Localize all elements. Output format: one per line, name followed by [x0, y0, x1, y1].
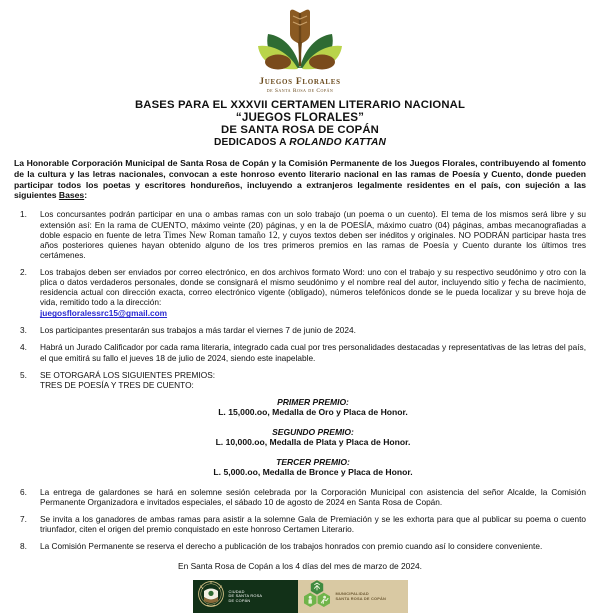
logo-subtitle: de Santa Rosa de Copán [266, 87, 334, 94]
prize-third [40, 457, 586, 478]
list-item-8 [14, 541, 586, 551]
prize-second [40, 427, 586, 448]
title-line-2: “JUEGOS FLORALES” [235, 110, 365, 124]
header-logo-block [14, 4, 586, 94]
prize-third-label: TERCER PREMIO: [276, 456, 350, 467]
item-number-7: 7. [20, 514, 27, 525]
list-item-2 [14, 267, 586, 318]
prizes-block [40, 397, 586, 478]
juegos-florales-emblem-icon [246, 8, 354, 76]
item-number-5: 5. [20, 369, 27, 380]
ciudad-line-1: CIUDAD [228, 588, 245, 594]
item-8-text: La Comisión Permanente se reserva el derecho a publicación de los trabajos honrados con premio cuando así lo considere conveniente. [40, 541, 543, 552]
prize-first-label: PRIMER PREMIO: [277, 396, 349, 407]
item-2-text: Los trabajos deben ser enviados por correo electrónico, en dos archivos formato Word: uno con el trabajo y su respectivo seudónimo y otro con la plica o datos verdaderos personales, donde se consignará el mismo seudónimo y el nombre real del autor, incluyendo sitio y fecha de nacimiento, residencia actual con dirección exacta, correo electrónico vigente (obligado), números telefónicos donde se le pueda localizar y su breve hoja de vida, remitido todo a la dirección: [40, 266, 586, 308]
item-5-text-b: TRES DE POESÍA Y TRES DE CUENTO: [40, 379, 194, 390]
item-4-text: Habrá un Jurado Calificador por cada rama literaria, integrado cada cual por tres personalidades destacadas y representativas de las letras del país, el que emitirá su fallo el jueves 18 de julio de 2024, siendo este inapelable. [40, 342, 586, 363]
dedication-name: ROLANDO KATTAN [289, 136, 386, 148]
footer-logos [14, 580, 586, 613]
ciudad-line-2: DE SANTA ROSA [228, 593, 263, 599]
list-item-5 [14, 370, 586, 478]
logo-title: Juegos Florales [259, 77, 341, 87]
prize-second-value: L. 10,000.oo, Medalla de Plata y Placa de Honor. [215, 437, 411, 448]
item-number-1: 1. [20, 209, 27, 220]
item-number-4: 4. [20, 342, 27, 353]
municipalidad-logo-text [336, 592, 387, 602]
municipalidad-santa-rosa-de-copan-logo [298, 580, 408, 613]
dedication-prefix: DEDICADOS A [214, 136, 290, 148]
item-3-text: Los participantes presentarán sus trabajos a más tardar el viernes 7 de junio de 2024. [40, 325, 356, 336]
item-number-8: 8. [20, 541, 27, 552]
bases-list [14, 209, 586, 551]
ciudad-de-santa-rosa-de-copan-logo [193, 580, 298, 613]
document-title [14, 99, 586, 149]
closing-statement: En Santa Rosa de Copán a los 4 días del mes de marzo de 2024. [178, 561, 422, 572]
intro-colon: : [84, 190, 88, 201]
list-item-7 [14, 514, 586, 534]
prize-third-value: L. 5,000.oo, Medalla de Bronce y Placa de Honor. [213, 467, 413, 478]
email-link[interactable]: juegosfloralessrc15@gmail.com [40, 308, 168, 319]
intro-text: La Honorable Corporación Municipal de Santa Rosa de Copán y la Comisión Permanente de los Juegos Florales, contribuyendo al fomento de la cultura y las letras nacionales, convocan a este honroso evento literario nacional en las ramas de Poesía y Cuento, donde pueden participar todos los poetas y escritores hondureños, incluyendo a extranjeros legalmente residentes en el país, con sujeción a las siguientes [14, 158, 586, 201]
list-item-6 [14, 487, 586, 507]
title-line-3: DE SANTA ROSA DE COPÁN [221, 124, 379, 137]
item-number-2: 2. [20, 266, 27, 277]
intro-bases-underlined: Bases [58, 190, 85, 201]
list-item-3 [14, 325, 586, 335]
title-line-1: BASES PARA EL XXXVII CERTAMEN LITERARIO NACIONAL [134, 99, 466, 112]
item-1-text-a: Los concursantes podrán participar en una o ambas ramas con un solo trabajo (un poema o un cuento). El tema de los mismos será libre y su extensión así: En la rama de CUENTO, máximo veinte (20) páginas, y en la de POESÍA, máximo cuatro (04) páginas, ambas mecanografiadas a doble espacio en fuente de letra [40, 209, 586, 240]
coat-of-arms-icon [197, 580, 225, 613]
item-5-text-a: SE OTORGARÁ LOS SIGUIENTES PREMIOS: [40, 369, 216, 380]
intro-paragraph [14, 158, 586, 200]
list-item-1 [14, 209, 586, 259]
logo-wordmark [14, 78, 586, 94]
municipalidad-line-1: MUNICIPALIDAD [335, 590, 369, 596]
title-dedication [14, 137, 586, 150]
ciudad-logo-text [229, 590, 263, 605]
hexagon-cluster-icon [302, 579, 332, 614]
item-number-3: 3. [20, 325, 27, 336]
item-6-text: La entrega de galardones se hará en solemne sesión celebrada por la Corporación Municipal con asistencia del señor Alcalde, la Comisión Permanente Organizadora e invitados especiales, el sábado 10 de agosto de 2024 en Santa Rosa de Copán. [40, 486, 586, 507]
item-7-text: Se invita a los ganadores de ambas ramas para asistir a la solemne Gala de Premiación y se les exhorta para que al publicar su poema o cuento triunfador, citen el origen del premio conquistado en este honroso Certamen Literario. [40, 514, 586, 535]
list-item-4 [14, 342, 586, 362]
prize-second-label: SEGUNDO PREMIO: [272, 426, 354, 437]
item-1-font-name: Times New Roman tamaño 12 [163, 229, 278, 240]
prize-first-value: L. 15,000.oo, Medalla de Oro y Placa de Honor. [218, 407, 408, 418]
item-1-text-b: , y cuyos textos deben ser inéditos y originales. NO PODRÁN participar hasta tres años posteriores quienes hayan obtenido alguno de los tres primeros premios en las ramas de Poesía y Cuento durante los últimos tres certámenes. [40, 229, 586, 260]
prize-first [40, 397, 586, 418]
municipalidad-line-2: SANTA ROSA DE COPÁN [335, 595, 387, 601]
ciudad-line-3: DE COPÁN [228, 598, 251, 604]
item-number-6: 6. [20, 486, 27, 497]
